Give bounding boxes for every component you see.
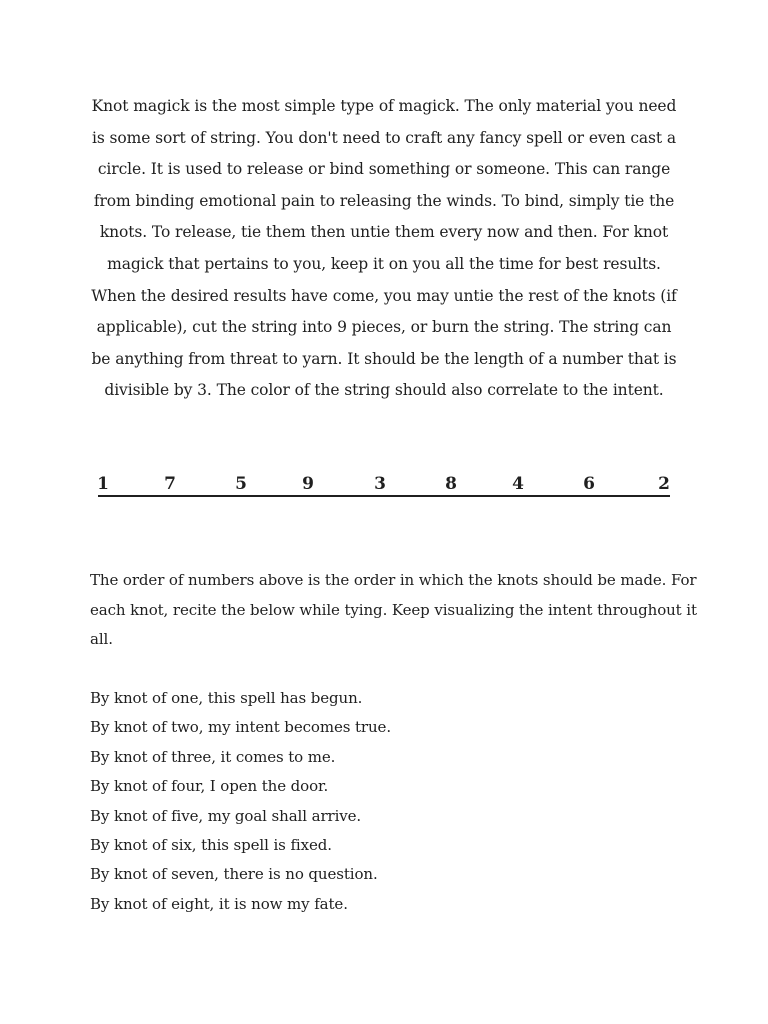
verse-list (90, 684, 680, 919)
intro-line: is some sort of string. You don't need to craft any fancy spell or even cast a (91, 128, 677, 147)
verse-line: By knot of eight, it is now my fate. (90, 894, 348, 913)
verse-line: By knot of five, my goal shall arrive. (90, 806, 362, 825)
instruction-paragraph (90, 566, 697, 655)
knot-number: 1 (97, 474, 109, 494)
intro-line: circle. It is used to release or bind something or someone. This can range (97, 160, 671, 179)
instruction-line: The order of numbers above is the order in which the knots should be made. For (90, 571, 697, 589)
knot-number: 8 (445, 474, 457, 494)
verse-line: By knot of seven, there is no question. (90, 865, 378, 884)
intro-line: knots. To release, tie them then untie them every now and then. For knot (99, 223, 669, 242)
knot-number: 4 (512, 474, 524, 494)
intro-paragraph (90, 91, 678, 407)
intro-line: divisible by 3. The color of the string should also correlate to the intent. (104, 381, 664, 400)
verse-line: By knot of two, my intent becomes true. (90, 718, 391, 737)
knot-number: 9 (302, 474, 314, 494)
instruction-line: each knot, recite the below while tying. Keep visualizing the intent throughout it (90, 600, 697, 619)
knot-number: 2 (658, 474, 670, 494)
intro-line: from binding emotional pain to releasing the winds. To bind, simply tie the (93, 191, 675, 210)
verse-line: By knot of one, this spell has begun. (90, 689, 363, 707)
knot-number: 6 (583, 474, 595, 494)
intro-line: When the desired results have come, you may untie the rest of the knots (if (91, 286, 677, 305)
verse-line: By knot of three, it comes to me. (90, 747, 336, 766)
knot-number: 3 (374, 474, 386, 494)
knot-number: 7 (164, 474, 176, 494)
verse-line: By knot of four, I open the door. (90, 777, 329, 796)
intro-line: magick that pertains to you, keep it on you all the time for best results. (107, 254, 661, 273)
intro-line: applicable), cut the string into 9 pieces, or burn the string. The string can (96, 318, 672, 337)
instruction-line: all. (90, 630, 113, 648)
verse-line: By knot of six, this spell is fixed. (90, 836, 332, 855)
intro-line: Knot magick is the most simple type of magick. The only material you need (91, 97, 677, 115)
intro-line: be anything from threat to yarn. It should be the length of a number that is (91, 349, 677, 368)
knot-number: 5 (235, 474, 247, 494)
knot-order-line (98, 473, 670, 497)
